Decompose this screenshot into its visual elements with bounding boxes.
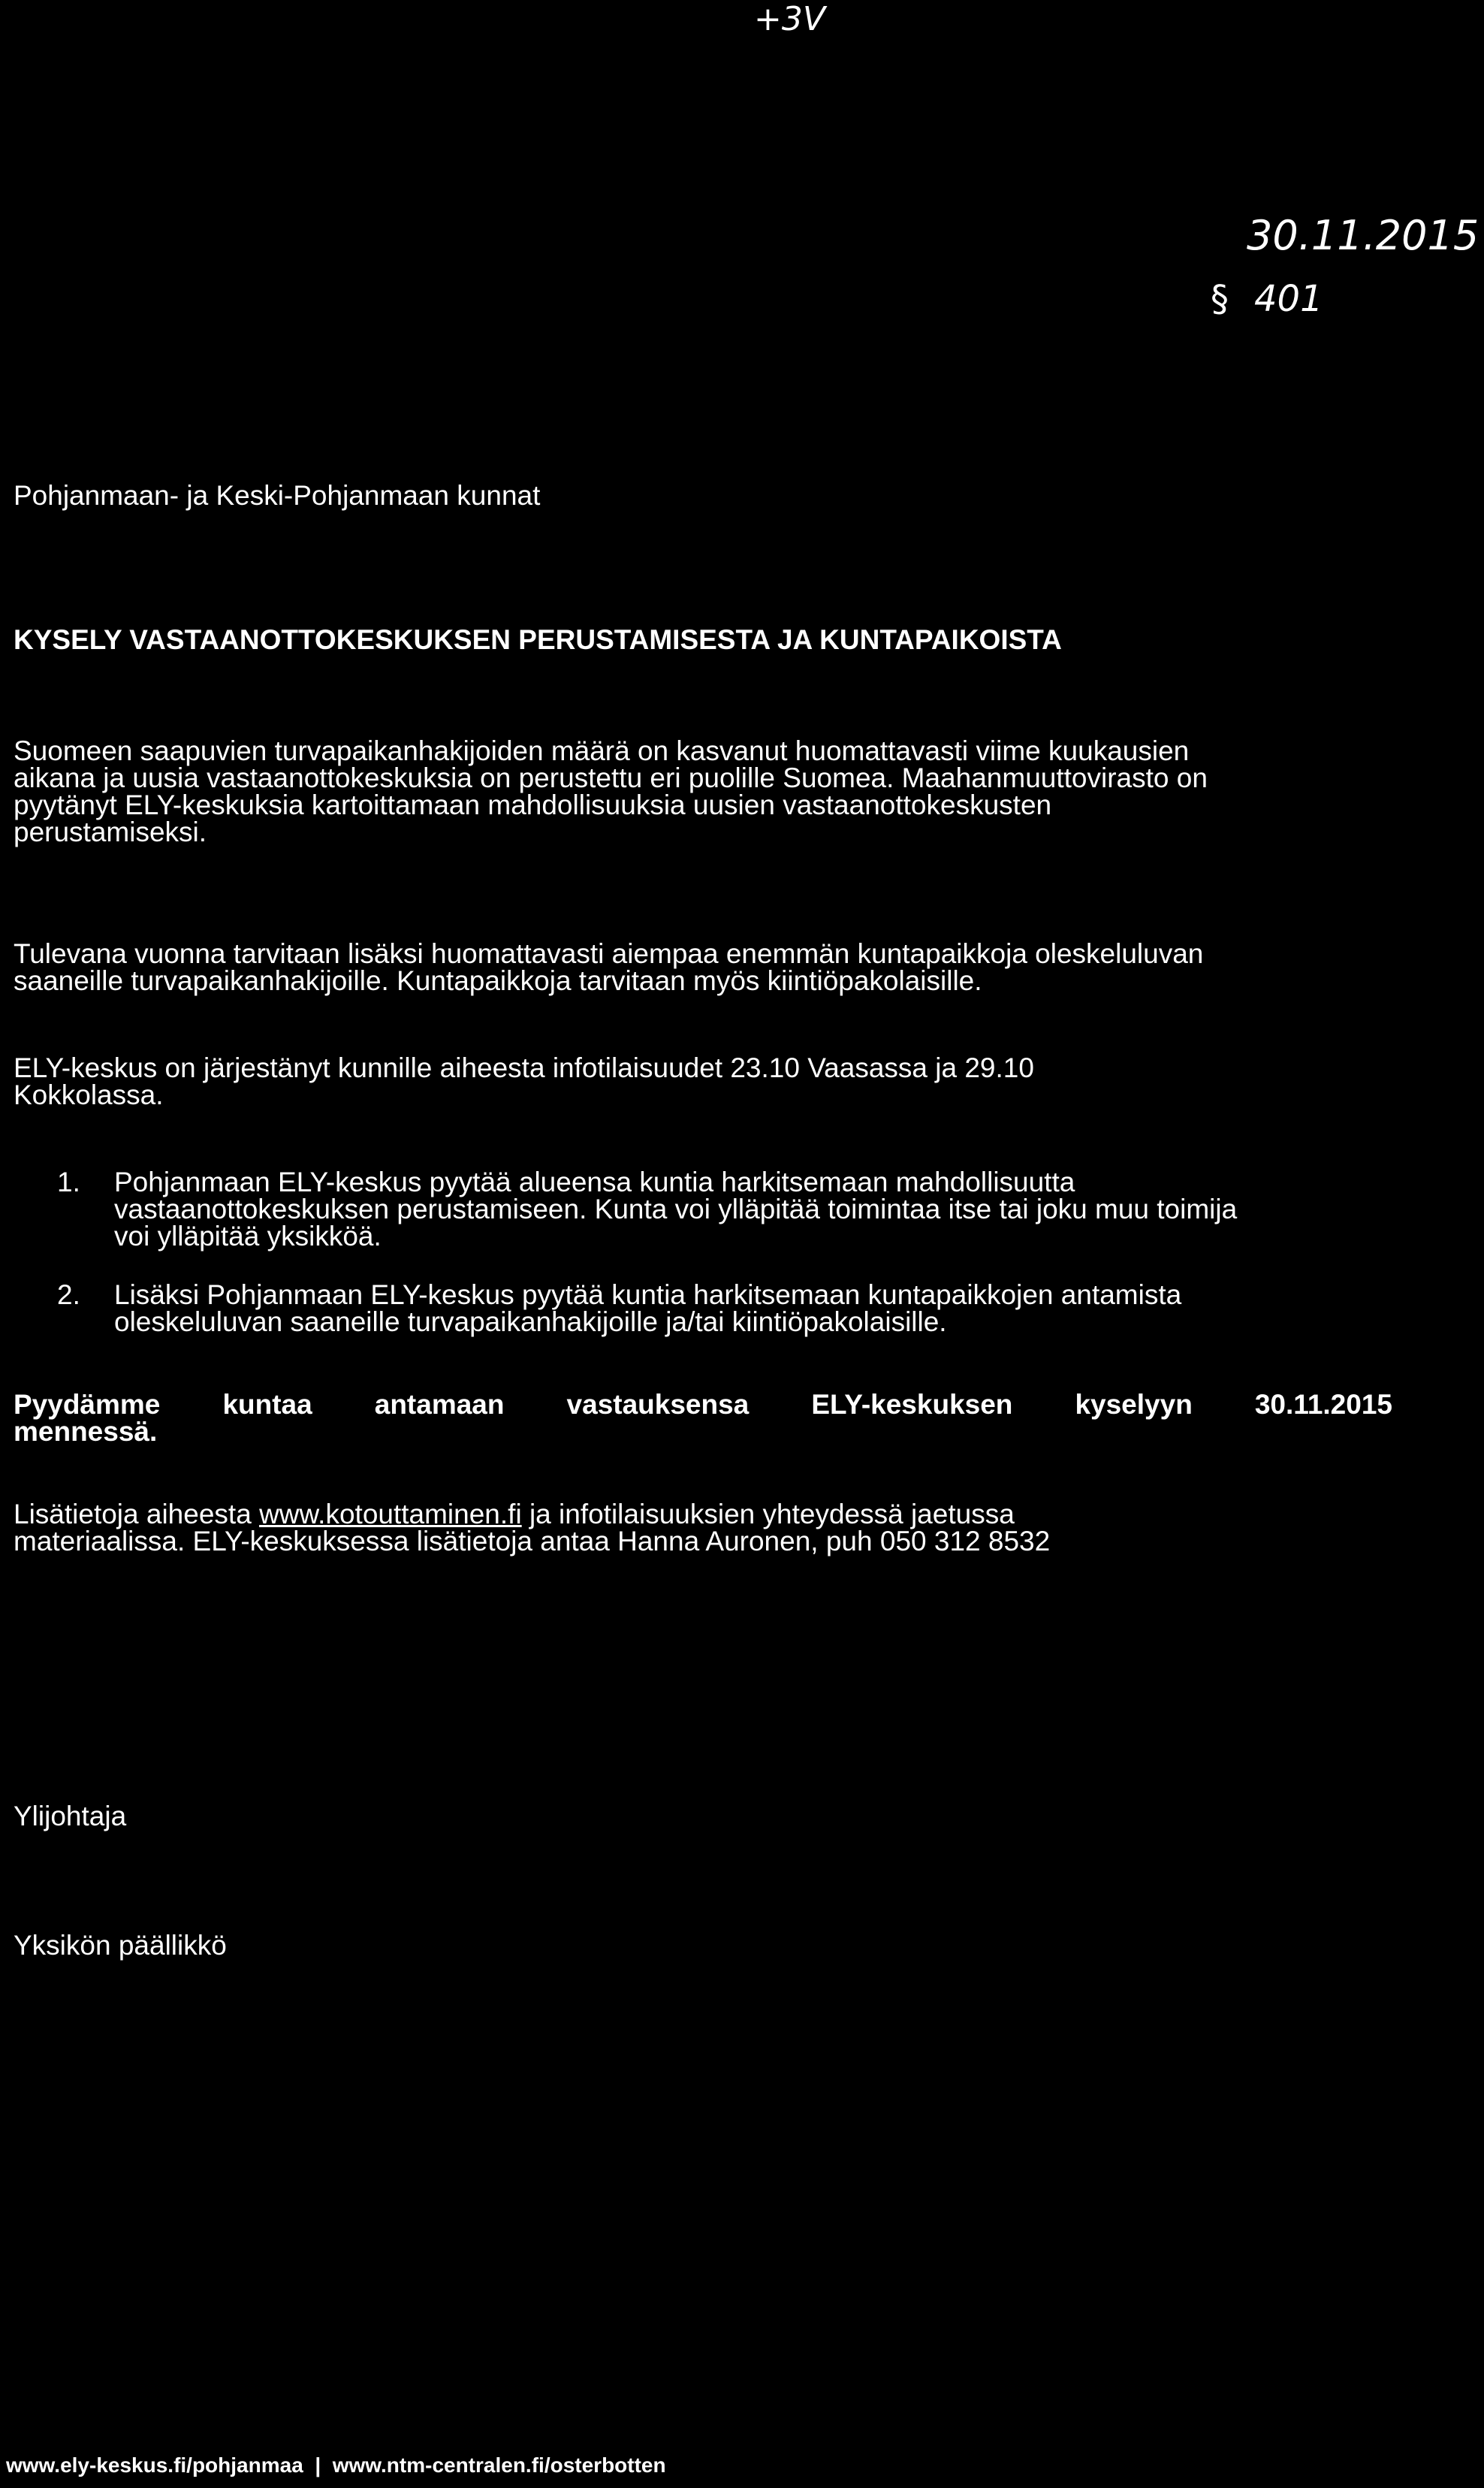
paragraph-line: Kokkolassa. [14, 1079, 164, 1110]
list-item-line: oleskeluluvan saaneille turvapaikanhakijoille ja/tai kiintiöpakolaisille. [114, 1306, 947, 1337]
paragraph-kuntapaikat [14, 936, 1204, 996]
info-prefix: Lisätietoja aiheesta [14, 1499, 260, 1529]
info-paragraph [14, 1496, 1051, 1557]
paragraph-line: perustamiseksi. [14, 817, 207, 847]
signature-title-ylijohtaja: Ylijohtaja [14, 1801, 127, 1831]
info-line-1 [14, 1496, 1050, 1529]
paragraph-line: Suomeen saapuvien turvapaikanhakijoiden määrä on kasvanut huomattavasti viime kuukausien [14, 735, 1190, 766]
handwritten-top-mark: +3V [754, 0, 825, 38]
request-line-1: Pyydämme kuntaa antamaan vastauksensa ELY-keskuksen kyselyyn 30.11.2015 [14, 1389, 1392, 1420]
paragraph-line: ELY-keskus on järjestänyt kunnille aiheesta infotilaisuudet 23.10 Vaasassa ja 29.10 [14, 1052, 1034, 1083]
list-item-2-number: 2. [57, 1279, 80, 1310]
list-item-line: Pohjanmaan ELY-keskus pyytää alueensa kuntia harkitsemaan mahdollisuutta [114, 1167, 1075, 1197]
list-item-1 [114, 1164, 1238, 1252]
paragraph-infotilaisuudet [14, 1050, 1034, 1110]
info-suffix: ja infotilaisuuksien yhteydessä jaetussa [521, 1499, 1015, 1529]
recipient: Pohjanmaan- ja Keski-Pohjanmaan kunnat [14, 480, 541, 511]
handwritten-section-number: 401 [1254, 278, 1323, 320]
list-item-line: Lisäksi Pohjanmaan ELY-keskus pyytää kuntia harkitsemaan kuntapaikkojen antamista [114, 1279, 1182, 1310]
info-line-2: materiaalissa. ELY-keskuksessa lisätietoja antaa Hanna Auronen, puh 050 312 8532 [14, 1526, 1051, 1557]
paragraph-intro [14, 733, 1208, 847]
paragraph-line: saaneille turvapaikanhakijoille. Kuntapaikkoja tarvitaan myös kiintiöpakolaisille. [14, 965, 982, 996]
list-item-line: vastaanottokeskuksen perustamiseen. Kunta voi ylläpitää toimintaa itse tai joku muu toimija [114, 1194, 1238, 1224]
footer-urls: www.ely-keskus.fi/pohjanmaa | www.ntm-centralen.fi/osterbotten [6, 2453, 666, 2477]
list-item-line: voi ylläpitää yksikköä. [114, 1221, 382, 1252]
paragraph-line: Tulevana vuonna tarvitaan lisäksi huomattavasti aiempaa enemmän kuntapaikkoja oleskeluluvan [14, 938, 1204, 969]
list-item-2 [114, 1277, 1182, 1337]
list-item-1-number: 1. [57, 1167, 80, 1197]
paragraph-line: pyytänyt ELY-keskuksia kartoittamaan mahdollisuuksia uusien vastaanottokeskusten [14, 790, 1052, 820]
signature-title-yksikon-paallikko: Yksikön päällikkö [14, 1930, 227, 1961]
paragraph-line: aikana ja uusia vastaanottokeskuksia on perustettu eri puolille Suomea. Maahanmuuttovirasto on [14, 762, 1208, 793]
request-line-2: mennessä. [14, 1416, 158, 1447]
section-symbol: § [1211, 278, 1229, 320]
letter-title: KYSELY VASTAANOTTOKESKUKSEN PERUSTAMISESTA JA KUNTAPAIKOISTA [14, 624, 1062, 655]
handwritten-date: 30.11.2015 [1247, 212, 1479, 259]
kotouttaminen-link[interactable]: www.kotouttaminen.fi [259, 1499, 522, 1529]
